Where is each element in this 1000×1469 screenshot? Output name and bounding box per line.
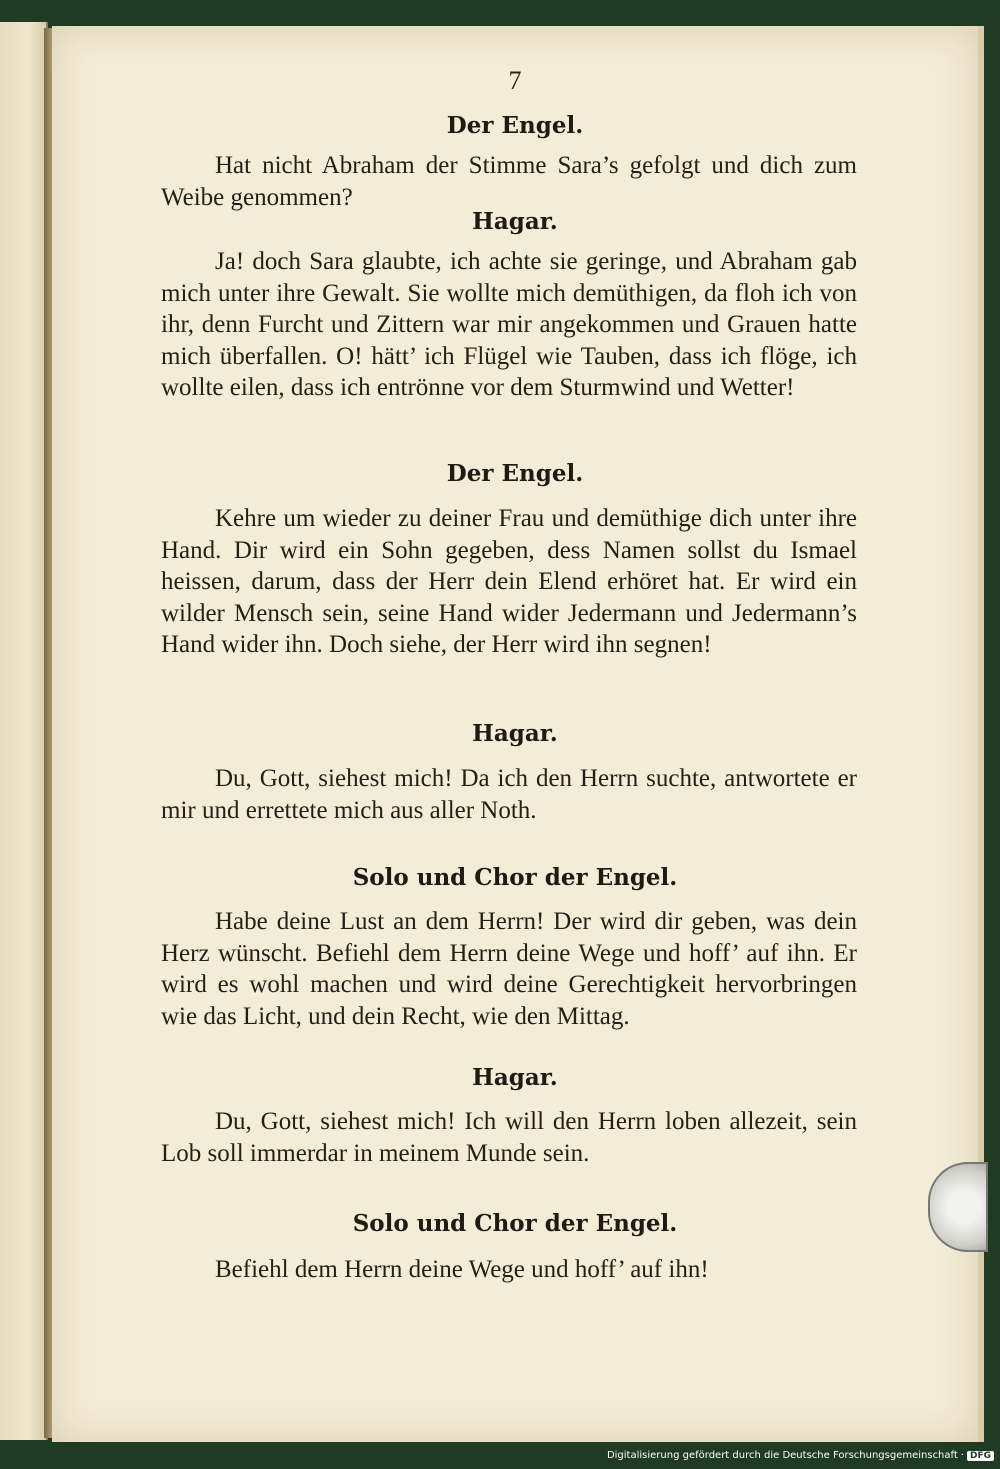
speaker-heading: Solo und Chor der Engel. — [352, 1210, 678, 1237]
speaker-heading: Der Engel. — [446, 460, 584, 487]
speaker-heading: Der Engel. — [446, 112, 584, 139]
section-text: Kehre um wieder zu deiner Frau und demüthige dich unter ihre Hand. Dir wird ein Sohn gegeben, dess Namen sollst du Ismael heissen, darum, dass der Herr dein Elend erhöret hat. Er wird ein wilder Mensch sein, seine Hand wider Jedermann und Jedermann’s Hand wider ihn. Doch siehe, der Herr wird ihn segnen! — [161, 505, 857, 658]
speaker-heading: Hagar. — [472, 208, 558, 235]
speaker-heading: Hagar. — [472, 720, 558, 747]
section-text: Hat nicht Abraham der Stimme Sara’s gefolgt und dich zum Weibe genommen? — [161, 152, 857, 211]
section-text: Du, Gott, siehest mich! Ich will den Herrn loben allezeit, sein Lob soll immerdar in meinem Munde sein. — [161, 1108, 857, 1167]
digitization-credit: Digitalisierung gefördert durch die Deutsche Forschungsgemeinschaft · DFG — [607, 1450, 994, 1461]
facing-page-edge — [0, 22, 48, 1440]
section-text: Du, Gott, siehest mich! Da ich den Herrn suchte, antwortete er mir und errettete mich aus aller Noth. — [161, 765, 857, 824]
dfg-logo: DFG — [967, 1451, 994, 1461]
section-text: Befiehl dem Herrn deine Wege und hoff’ auf ihn! — [215, 1256, 709, 1283]
speaker-heading: Solo und Chor der Engel. — [352, 864, 678, 891]
section-text: Ja! doch Sara glaubte, ich achte sie geringe, und Abraham gab mich unter ihre Gewalt. Sie wollte mich demüthigen, da floh ich von ihr, denn Furcht und Zittern war mir angekommen und Grauen hatte mich überfallen. O! hätt’ ich Flügel wie Tauben, dass ich flöge, ich wollte eilen, dass ich entrönne vor dem Sturmwind und Wetter! — [161, 248, 857, 401]
credit-text: Digitalisierung gefördert durch die Deutsche Forschungsgemeinschaft — [606, 1450, 958, 1461]
section-text: Habe deine Lust an dem Herrn! Der wird dir geben, was dein Herz wünscht. Befiehl dem Herrn deine Wege und hoff’ auf ihn. Er wird es wohl machen und wird deine Gerechtigkeit hervorbringen wie das Licht, und dein Recht, wie den Mittag. — [161, 908, 857, 1030]
book-page — [52, 26, 984, 1442]
speaker-heading: Hagar. — [472, 1064, 558, 1091]
page-number: 7 — [508, 66, 522, 95]
